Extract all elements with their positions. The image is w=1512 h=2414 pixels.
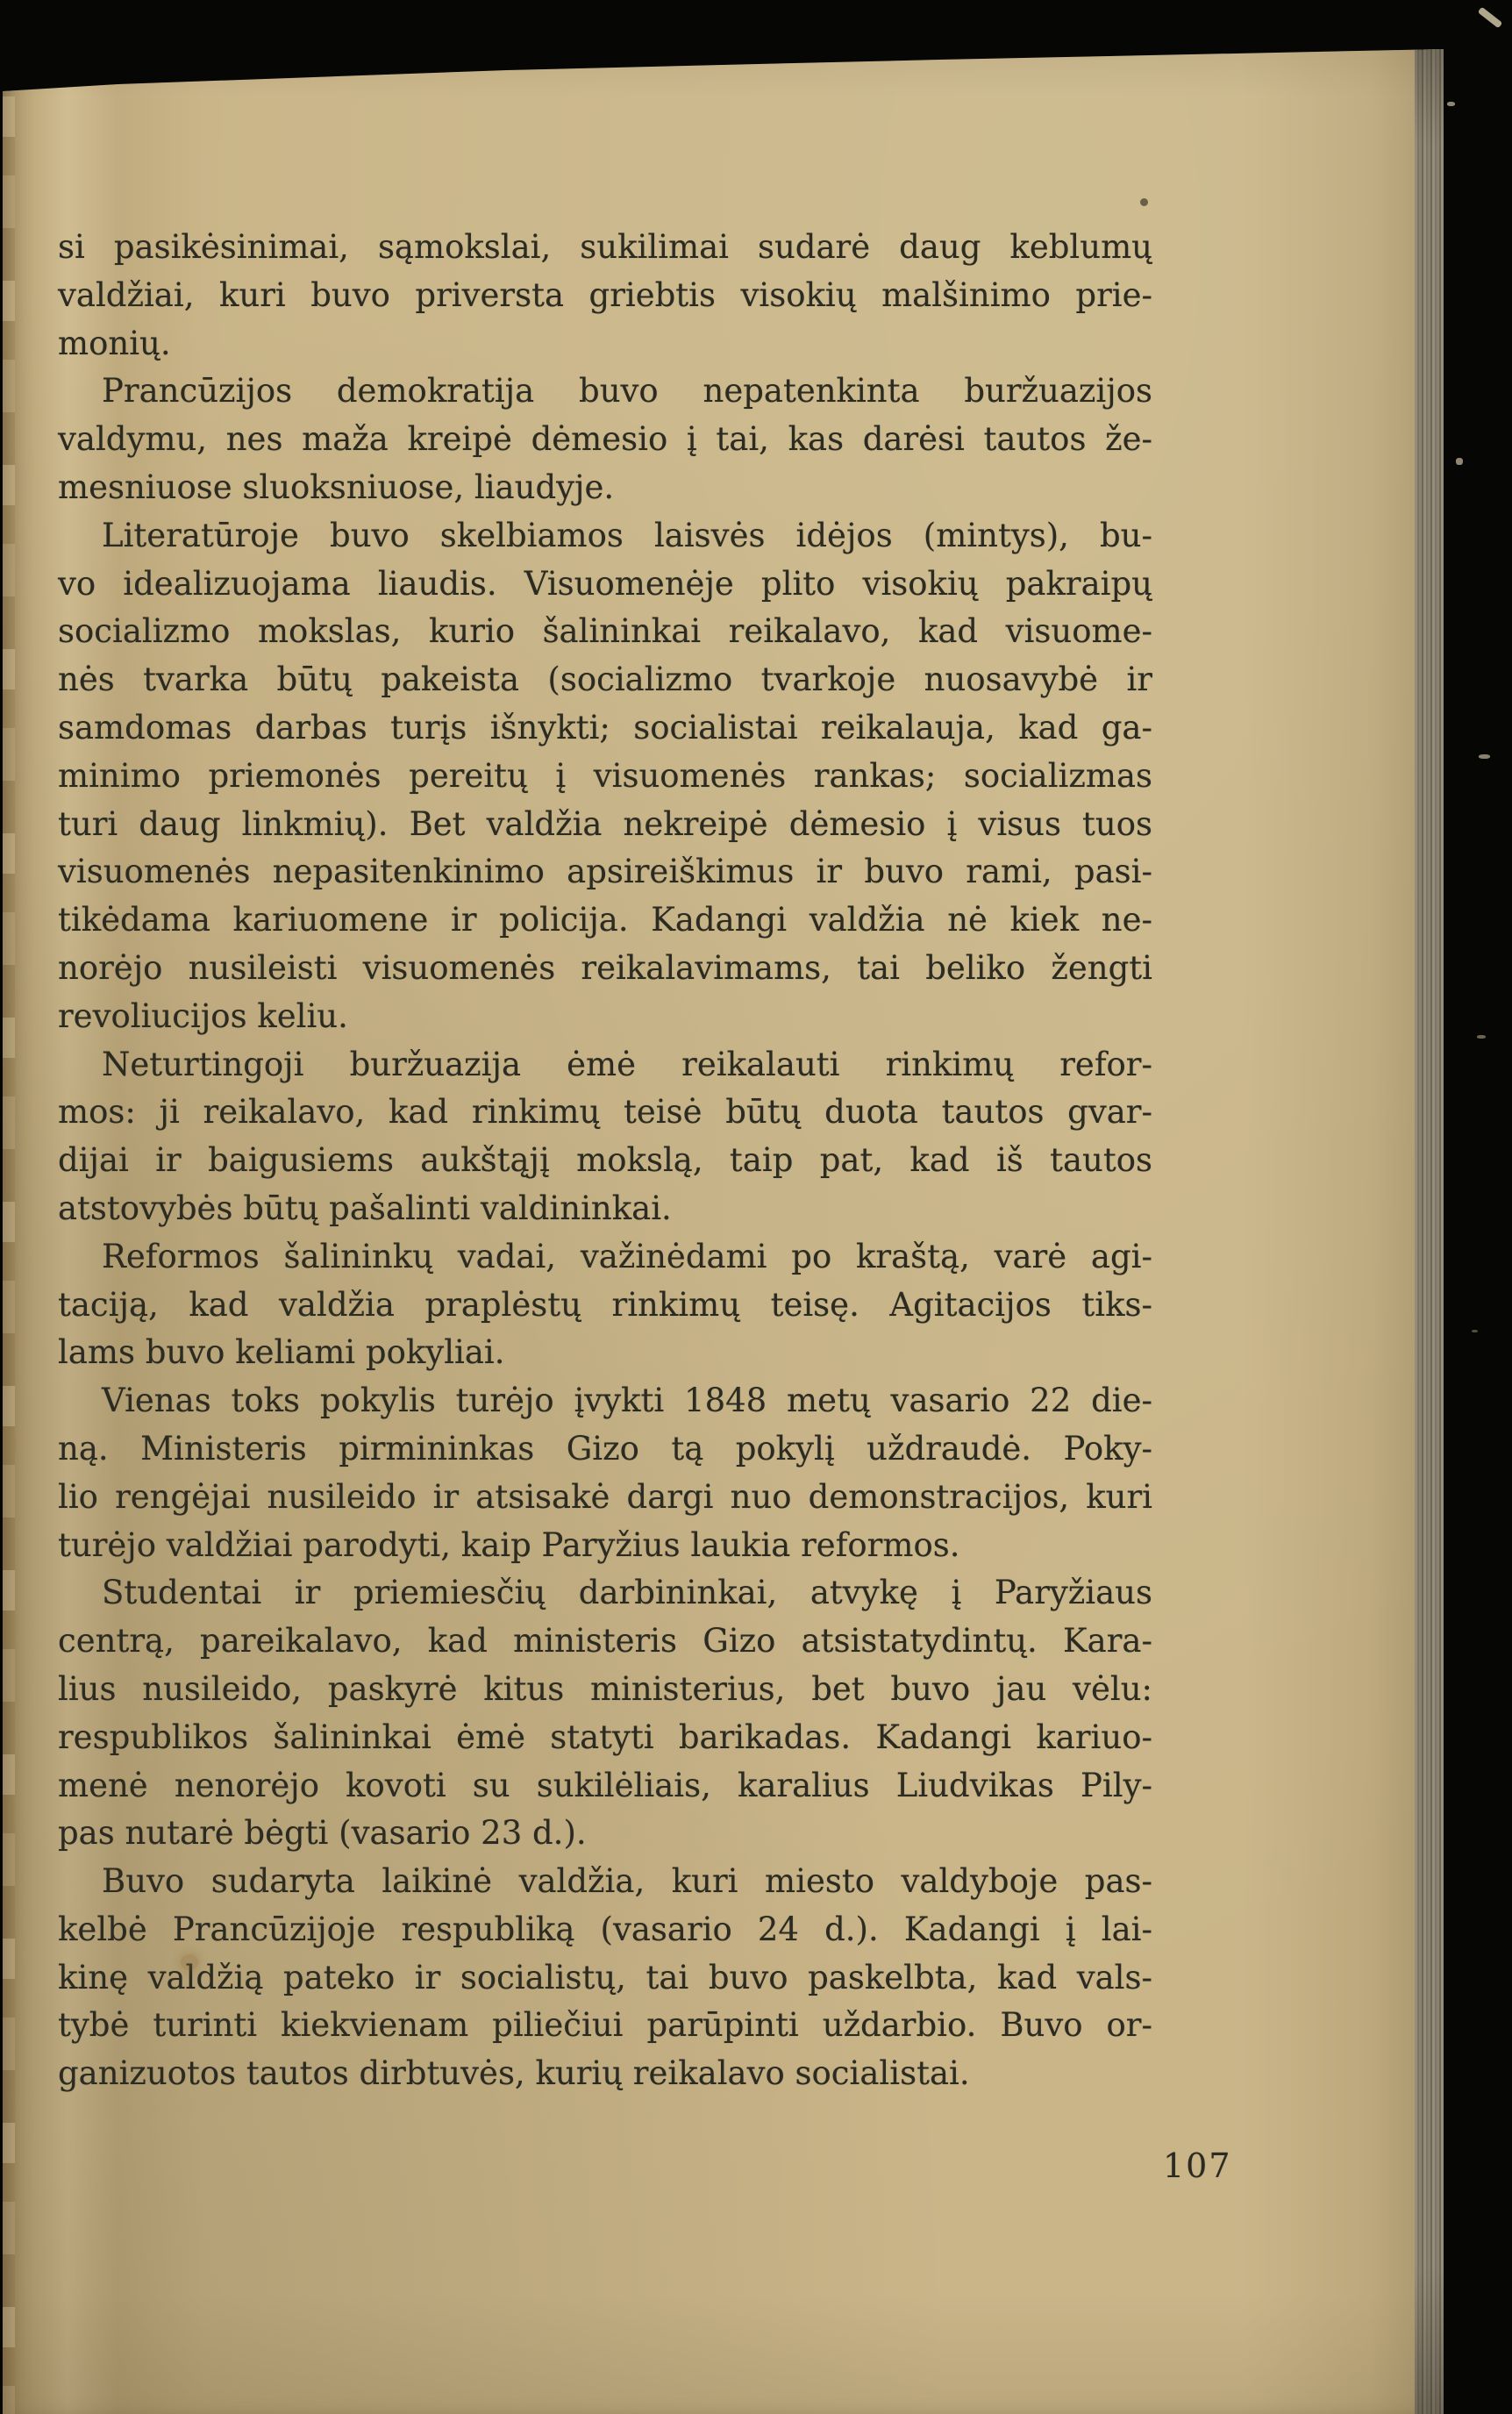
text-line: visuomenės nepasitenkinimo apsireiškimus ir buvo rami, pasi- [58, 853, 1152, 891]
text-line: valdymu, nes maža kreipė dėmesio į tai, kas darėsi tautos že- [58, 420, 1152, 459]
text-line: tybė turinti kiekvienam piliečiui parūpinti uždarbio. Buvo or- [58, 2006, 1152, 2045]
text-line: valdžiai, kuri buvo priversta griebtis visokių malšinimo prie- [58, 275, 1152, 314]
page-text [58, 224, 1152, 2098]
text-line: pas nutarė bėgti (vasario 23 d.). [58, 1814, 587, 1853]
text-line: si pasikėsinimai, sąmokslai, sukilimai sudarė daug keblumų [58, 228, 1152, 266]
text-line: minimo priemonės pereitų į visuomenės rankas; socializmas [58, 756, 1152, 795]
text-line: tikėdama kariuomene ir policija. Kadangi valdžia nė kiek ne- [58, 901, 1152, 939]
text-line: samdomas darbas turįs išnykti; socialistai reikalauja, kad ga- [58, 708, 1152, 746]
text-line: ganizuotos tautos dirbtuvės, kurių reikalavo socialistai. [58, 2054, 970, 2093]
text-line: atstovybės būtų pašalinti valdininkai. [58, 1189, 672, 1227]
text-line: Literatūroje buvo skelbiamos laisvės idėjos (mintys), bu- [102, 516, 1152, 554]
text-line: Neturtingoji buržuazija ėmė reikalauti rinkimų refor- [102, 1045, 1152, 1083]
text-line: centrą, pareikalavo, kad ministeris Gizo atsistatydintų. Kara- [58, 1622, 1152, 1661]
text-line: monių. [58, 324, 171, 362]
text-line: turi daug linkmių). Bet valdžia nekreipė dėmesio į visus tuos [58, 804, 1152, 843]
text-line: lio rengėjai nusileido ir atsisakė dargi nuo demonstracijos, kuri [58, 1477, 1152, 1516]
text-line: lius nusileido, paskyrė kitus ministerius, bet buvo jau vėlu: [58, 1669, 1152, 1708]
text-line: norėjo nusileisti visuomenės reikalavimams, tai beliko žengti [58, 948, 1152, 987]
edge-speck [1472, 1330, 1478, 1332]
text-line: menė nenorėjo kovoti su sukilėliais, karalius Liudvikas Pily- [58, 1766, 1152, 1804]
edge-speck [1456, 458, 1463, 465]
text-line: taciją, kad valdžia praplėstų rinkimų teisę. Agitacijos tiks- [58, 1285, 1152, 1324]
text-line: Buvo sudaryta laikinė valdžia, kuri miesto valdyboje pas- [102, 1862, 1152, 1901]
paper-stain [181, 1954, 198, 1970]
page-number: 107 [1163, 2146, 1232, 2185]
edge-speck [1479, 754, 1490, 759]
text-line: mesniuose sluoksniuose, liaudyje. [58, 468, 615, 506]
text-line: mos: ji reikalavo, kad rinkimų teisė būtų duota tautos gvar- [58, 1093, 1152, 1132]
page-edge-strip [1415, 0, 1444, 2414]
text-line: turėjo valdžiai parodyti, kaip Paryžius laukia reformos. [58, 1525, 960, 1564]
text-line: respublikos šalininkai ėmė statyti barikadas. Kadangi kariuo- [58, 1718, 1152, 1756]
text-line: Prancūzijos demokratija buvo nepatenkinta buržuazijos [102, 372, 1152, 411]
text-line: lams buvo keliami pokyliai. [58, 1333, 505, 1372]
text-line: Vienas toks pokylis turėjo įvykti 1848 metų vasario 22 die- [102, 1382, 1152, 1420]
text-line: vo idealizuojama liaudis. Visuomenėje plito visokių pakraipų [58, 564, 1152, 603]
text-line: socializmo mokslas, kurio šalininkai reikalavo, kad visuome- [58, 612, 1152, 651]
text-line: kinę valdžią pateko ir socialistų, tai buvo paskelbta, kad vals- [58, 1958, 1152, 1996]
text-line: dijai ir baigusiems aukštąjį mokslą, taip pat, kad iš tautos [58, 1141, 1152, 1180]
text-line: nės tvarka būtų pakeista (socializmo tvarkoje nuosavybė ir [58, 661, 1152, 699]
text-line: revoliucijos keliu. [58, 996, 348, 1035]
paper-left-edge [3, 96, 15, 2414]
edge-speck [1477, 1035, 1486, 1039]
text-line: ną. Ministeris pirmininkas Gizo tą pokylį uždraudė. Poky- [58, 1429, 1152, 1468]
edge-speck [1447, 102, 1455, 106]
corner-mark [1478, 7, 1503, 29]
text-line: Studentai ir priemiesčių darbininkai, atvykę į Paryžiaus [102, 1574, 1152, 1612]
text-line: kelbė Prancūzijoje respubliką (vasario 24 d.). Kadangi į lai- [58, 1910, 1152, 1948]
text-line: Reformos šalininkų vadai, važinėdami po kraštą, varė agi- [102, 1237, 1152, 1275]
ink-speck [1140, 198, 1148, 206]
